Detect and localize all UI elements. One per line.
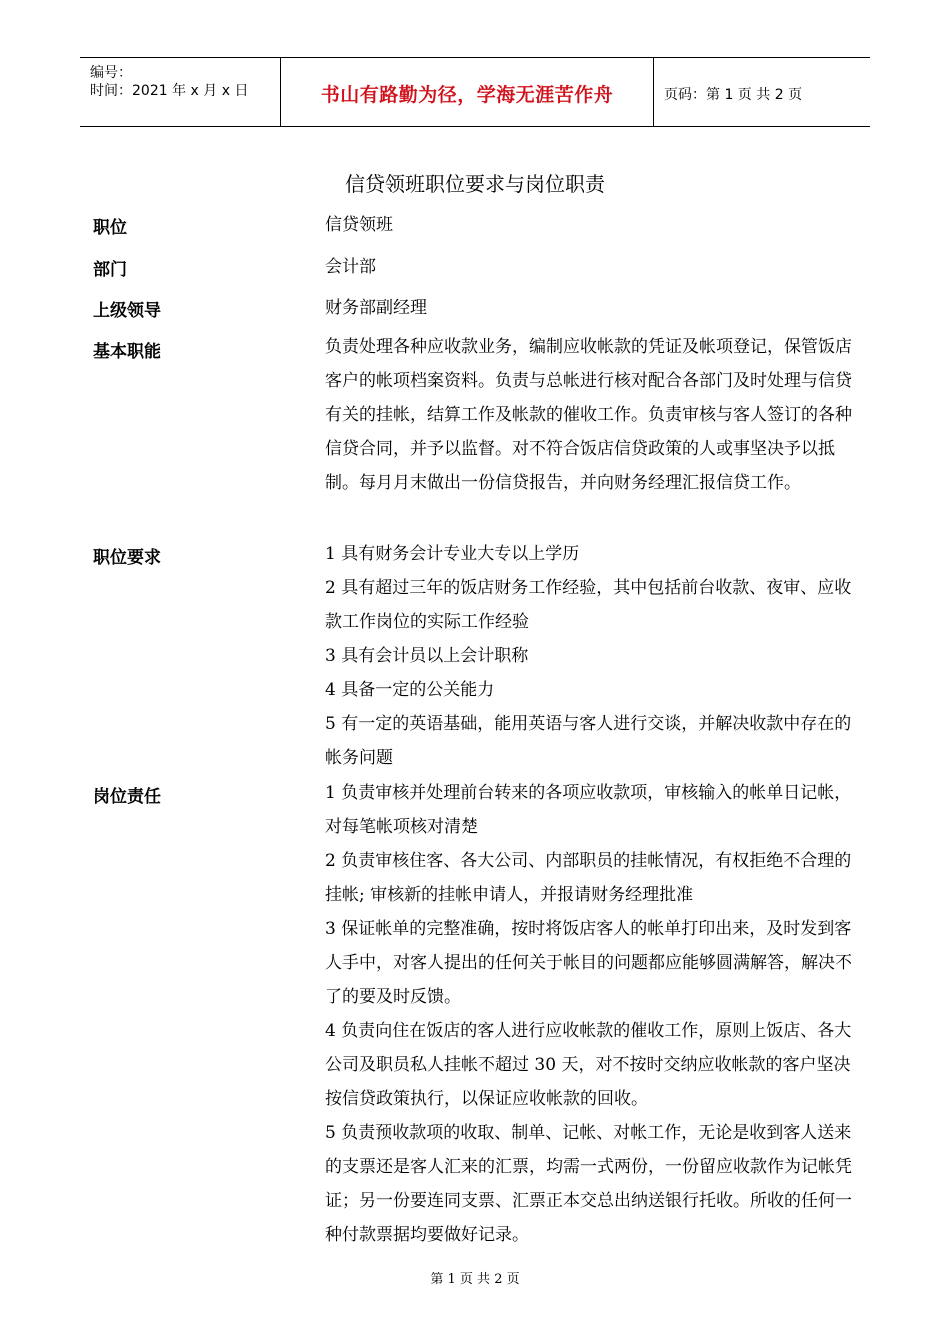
department-label: 部门 [93,260,127,280]
header-page-cell [654,58,870,126]
header-left-cell [80,58,281,126]
basic-function-label: 基本职能 [93,342,161,362]
page-footer: 第 1 页 共 2 页 [430,1272,520,1287]
requirements-list [325,537,860,775]
duty-item: 3 保证帐单的完整准确，按时将饭店客人的帐单打印出来，及时发到客人手中，对客人提出的任何关于帐目的问题都应能够圆满解答，解决不了的要及时反馈。 [325,919,852,1007]
duties-label: 岗位责任 [93,787,161,807]
header-page-number: 页码：第 1 页 共 2 页 [664,87,803,103]
header-motto: 书山有路勤为径，学海无涯苦作舟 [320,84,614,106]
supervisor-label: 上级领导 [93,301,161,321]
header-motto-cell [281,58,654,126]
position-label: 职位 [93,218,127,238]
duties-list [325,776,860,1252]
document-title: 信贷领班职位要求与岗位职责 [345,172,605,196]
duty-item: 1 负责审核并处理前台转来的各项应收款项，审核输入的帐单日记帐，对每笔帐项核对清楚 [325,783,852,837]
position-value: 信贷领班 [325,215,393,235]
document-time-label: 时间：2021 年 x 月 x 日 [90,83,249,99]
page-header [80,57,870,127]
basic-function-value: 负责处理各种应收款业务，编制应收帐款的凭证及帐项登记，保管饭店客户的帐项档案资料。负责与总帐进行核对配合各部门及时处理与信贷有关的挂帐，结算工作及帐款的催收工作。负责审核与客人签订的各种信贷合同，并予以监督。对不符合饭店信贷政策的人或事坚决予以抵制。每月月末做出一份信贷报告，并向财务经理汇报信贷工作。 [325,337,852,493]
supervisor-value: 财务部副经理 [325,298,427,318]
requirement-item: 1 具有财务会计专业大专以上学历 [325,544,580,564]
requirement-item: 5 有一定的英语基础，能用英语与客人进行交谈，并解决收款中存在的帐务问题 [325,714,852,768]
requirement-item: 2 具有超过三年的饭店财务工作经验，其中包括前台收款、夜审、应收款工作岗位的实际工作经验 [325,578,852,632]
duty-item: 5 负责预收款项的收取、制单、记帐、对帐工作，无论是收到客人送来的支票还是客人汇来的汇票，均需一式两份，一份留应收款作为记帐凭证；另一份要连同支票、汇票正本交总出纳送银行托收。所收的任何一种付款票据均要做好记录。 [325,1123,852,1245]
document-code-label: 编号： [90,65,132,81]
requirements-label: 职位要求 [93,548,161,568]
duty-item: 4 负责向住在饭店的客人进行应收帐款的催收工作，原则上饭店、各大公司及职员私人挂帐不超过 30 天，对不按时交纳应收帐款的客户坚决按信贷政策执行，以保证应收帐款的回收。 [325,1021,852,1109]
department-value: 会计部 [325,257,376,277]
requirement-item: 3 具有会计员以上会计职称 [325,646,529,666]
requirement-item: 4 具备一定的公关能力 [325,680,495,700]
duty-item: 2 负责审核住客、各大公司、内部职员的挂帐情况，有权拒绝不合理的挂帐; 审核新的挂帐申请人，并报请财务经理批准 [325,851,852,905]
